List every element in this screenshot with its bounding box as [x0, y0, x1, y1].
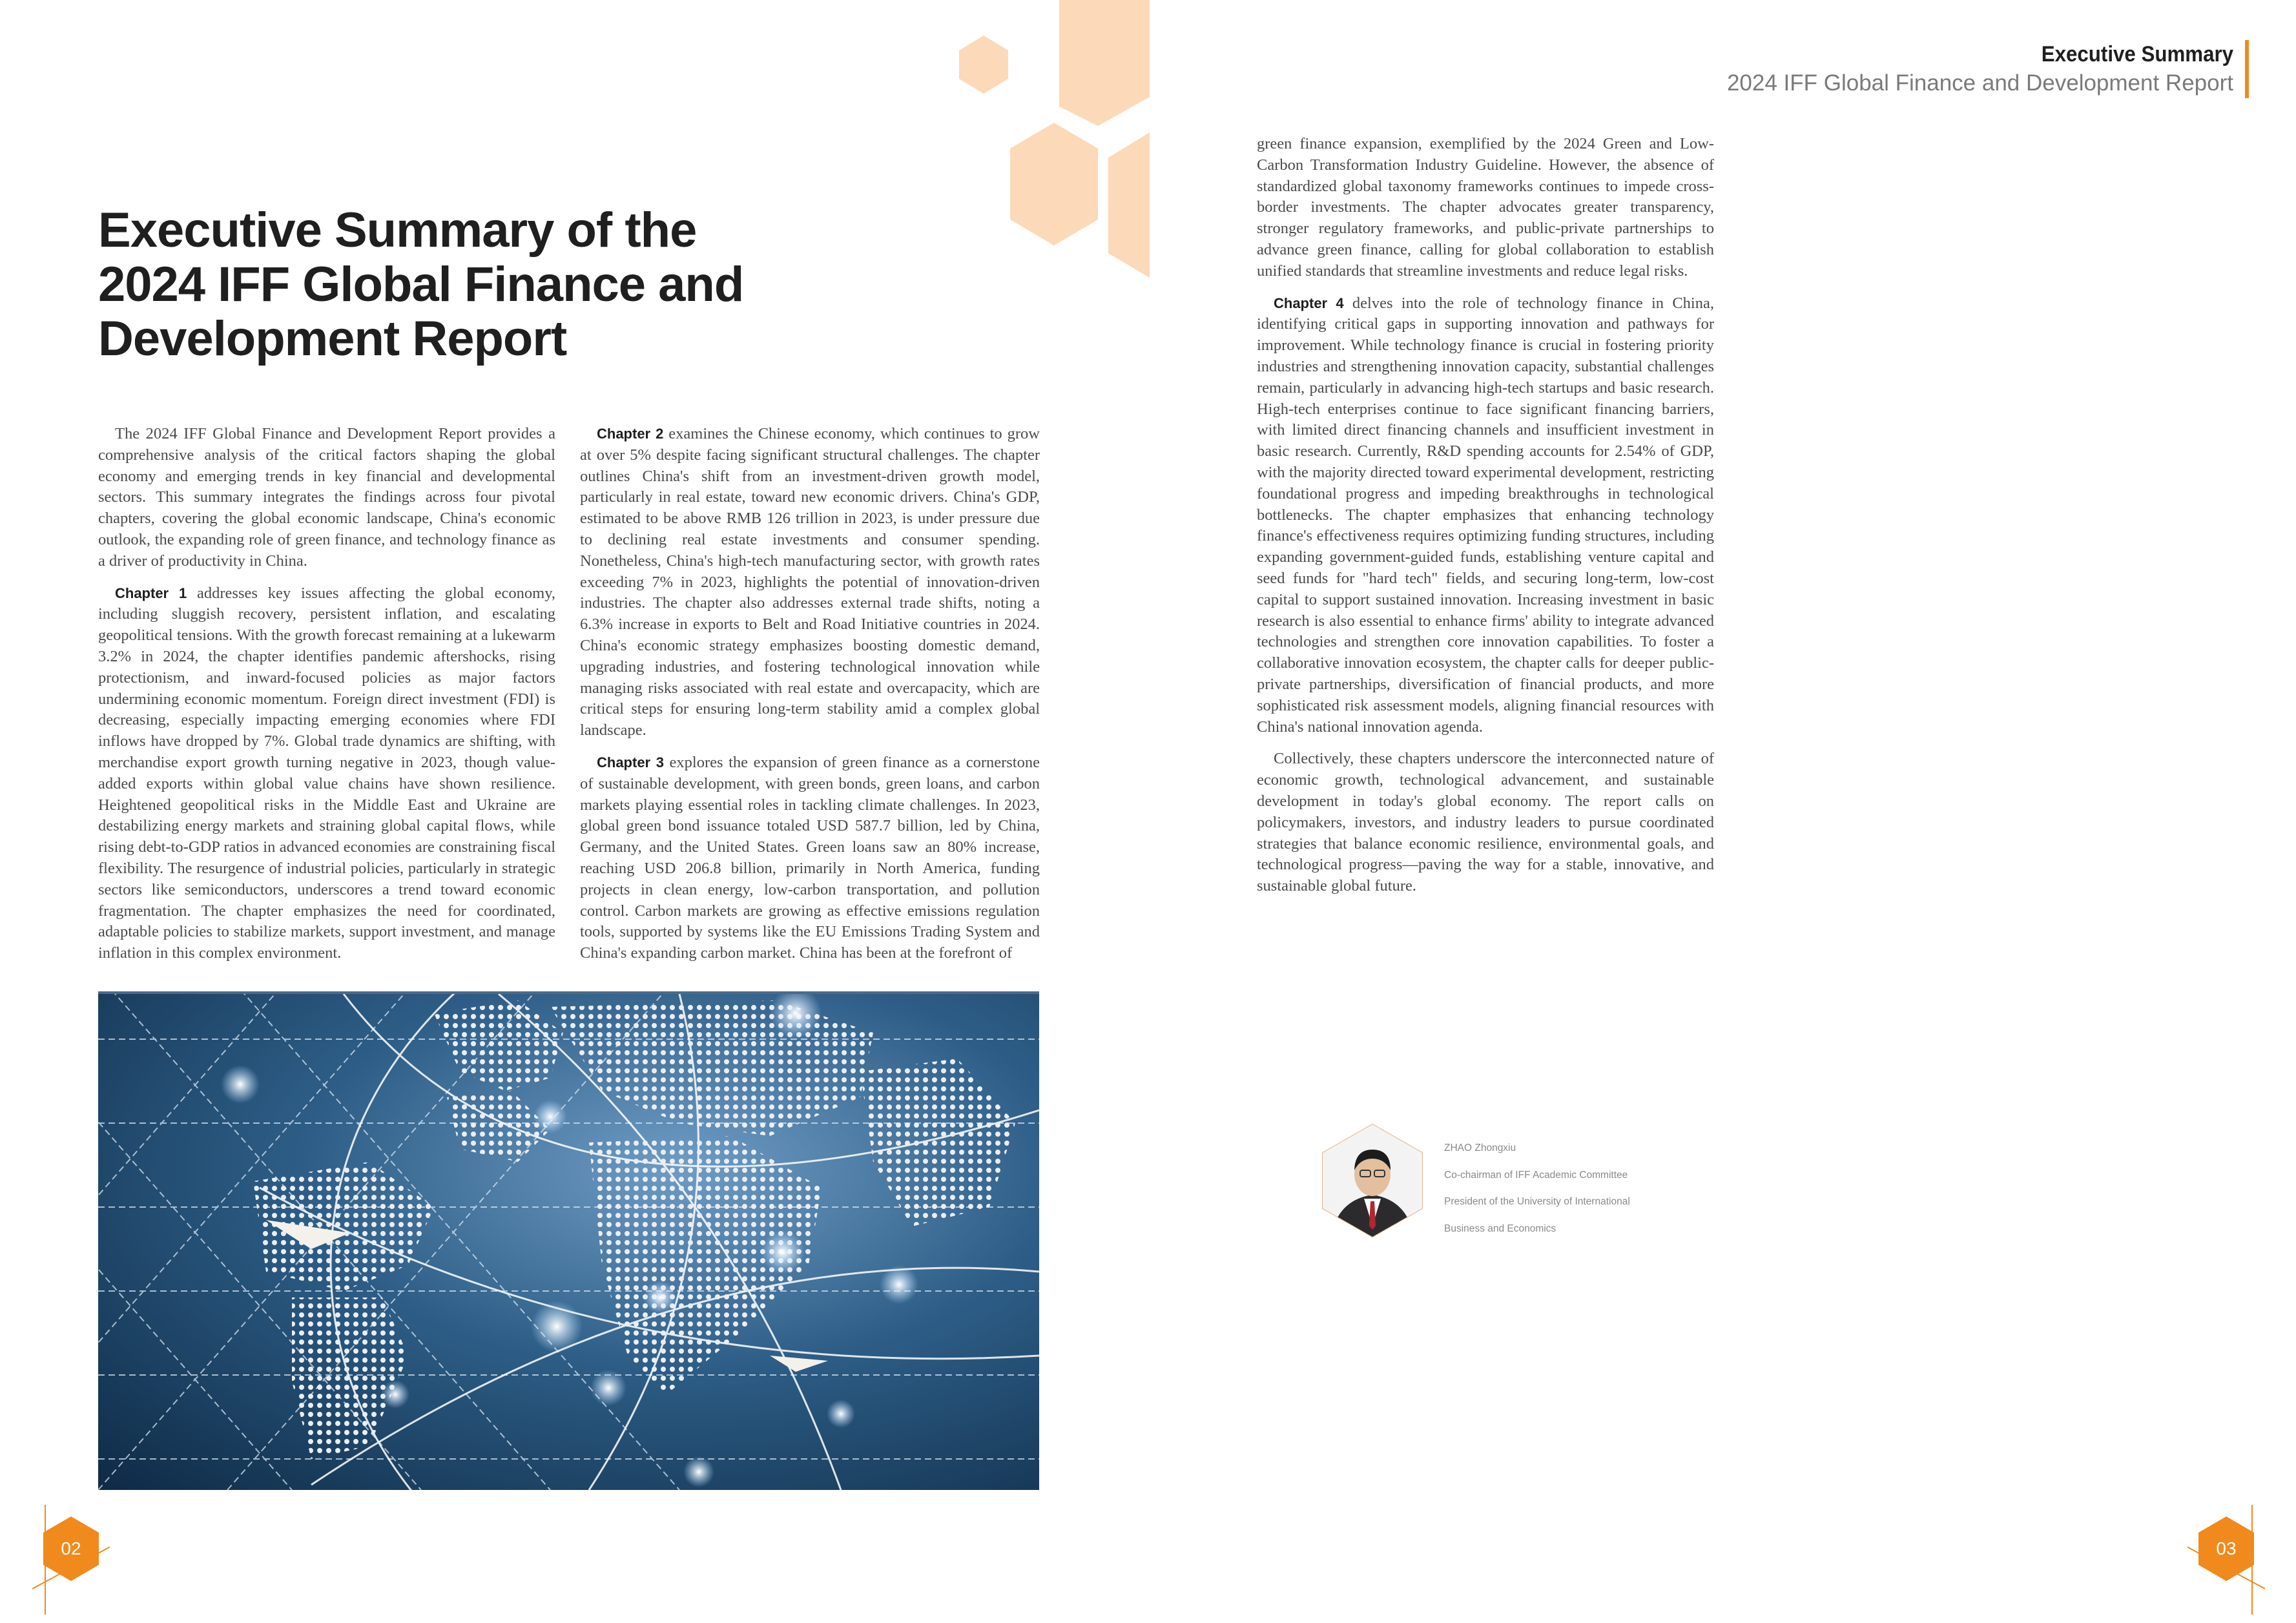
- profile-caption: [1444, 1135, 1630, 1242]
- globe-illustration: [98, 994, 1039, 1490]
- chapter-3-label: Chapter 3: [597, 754, 664, 770]
- profile-role-line: Co-chairman of IFF Academic Committee: [1444, 1169, 1628, 1181]
- decorative-hexagons: [885, 0, 1169, 284]
- page-number-text: 02: [61, 1538, 81, 1558]
- text-column-2: [580, 424, 1040, 975]
- chapter-4-text: delves into the role of technology finance in China, identifying critical gaps in supporting innovation and pathways for improvement. While technology finance is crucial in fostering priority industries and strengthening innovation capacity, substantial challenges remain, particularly in advancing high-tech startups and basic research. High-tech enterprises continue to face significant financing barriers, with limited direct financing channels and insufficient investment in basic research. Currently, R&D spending accounts for 2.54% of GDP, with the majority directed toward experimental development, restricting foundational progress and impeding breakthroughs in technological bottlenecks. The chapter emphasizes that enhancing technology finance's effectiveness requires optimizing funding structures, including expanding government-guided funds, establishing venture capital and seed funds for "hard tech" fields, and securing long-term, low-cost capital to support sustained innovation. Increasing investment in basic research is also essential to enhance firms' ability to integrate advanced technologies and strengthen core innovation capabilities. To foster a collaborative innovation ecosystem, the chapter calls for deeper public-private partnerships, diversification of financial products, and more sophisticated risk assessment models, aligning financial resources with China's national innovation agenda.: [1257, 294, 1714, 736]
- chapter-4-label: Chapter 4: [1274, 295, 1344, 311]
- continuation-paragraph: green finance expansion, exemplified by the 2024 Green and Low-Carbon Transformation Industry Guideline. However, the absence of standardized global taxonomy frameworks continues to impede cross-border investments. The chapter advocates greater transparency, stronger regulatory frameworks, and public-private partnerships to advance green finance, calling for global collaboration to establish unified standards that streamline investments and reduce legal risks.: [1257, 135, 1714, 280]
- intro-paragraph: The 2024 IFF Global Finance and Development Report provides a comprehensive analysis of the critical factors shaping the global economy and emerging trends in key financial and developmental sectors. This summary integrates the findings across four pivotal chapters, covering the global economic landscape, China's economic outlook, the expanding role of green finance, and technology finance as a driver of productivity in China.: [98, 425, 555, 570]
- page-title: [98, 203, 809, 366]
- hexagon-right: [1108, 132, 1150, 278]
- conclusion-paragraph: Collectively, these chapters underscore the interconnected nature of economic growth, technological advancement, and sustainable development in today's global economy. The report calls on policymakers, investors, and industry leaders to pursue coordinated strategies that balance economic resilience, environmental goals, and technological progress—paving the way for a stable, innovative, and sustainable global future.: [1257, 750, 1714, 895]
- globe-network-image: [98, 991, 1039, 1490]
- chapter-1-text: addresses key issues affecting the global economy, including sluggish recovery, persistent inflation, and escalating geopolitical tensions. With the growth forecast remaining at a lukewarm 3.2% in 2024, the chapter identifies pandemic aftershocks, rising protectionism, and inward-focused policies as major factors undermining economic momentum. Foreign direct investment (FDI) is decreasing, especially impacting emerging economies where FDI inflows have dropped by 7%. Global trade dynamics are shifting, with merchandise export growth turning negative in 2023, though value-added exports within global value chains have shown resilience. Heightened geopolitical risks in the Middle East and Ukraine are destabilizing energy markets and straining global capital flows, while rising debt-to-GDP ratios in advanced economies are constraining fiscal flexibility. The resurgence of industrial policies, particularly in strategic sectors like semiconductors, underscores a trend toward economic fragmentation. The chapter emphasizes the need for coordinated, adaptable policies to stabilize markets, support investment, and manage inflation in this complex environment.: [98, 584, 555, 962]
- chapter-1-paragraph: [98, 583, 555, 964]
- hexagon-middle: [1010, 123, 1098, 245]
- hexagon-badge-icon: [32, 1505, 110, 1615]
- page-number-left: [32, 1505, 110, 1589]
- chapter-2-text: examines the Chinese economy, which continues to grow at over 5% despite facing significant structural challenges. The chapter outlines China's shift from an investment-driven growth model, particularly in real estate, toward new economic drivers. China's GDP, estimated to be above RMB 126 trillion in 2023, is under pressure due to declining real estate investments and consumer spending. Nonetheless, China's high-tech manufacturing sector, with growth rates exceeding 7% in 2023, highlights the potential of innovation-driven industries. The chapter also addresses external trade shifts, noting a 6.3% increase in exports to Belt and Road Initiative countries in 2024. China's economic strategy emphasizes boosting domestic demand, upgrading industries, and fostering technological innovation while managing risks associated with real estate and overcapacity, which are critical steps for ensuring long-term stability amid a complex global landscape.: [580, 425, 1040, 739]
- profile-role-line: President of the University of International: [1444, 1196, 1630, 1207]
- chapter-3-paragraph: [580, 752, 1040, 964]
- title-line: Development Report: [98, 311, 567, 366]
- page-number-right: [2187, 1505, 2265, 1589]
- chapter-2-paragraph: [580, 424, 1040, 741]
- profile-role-line: Business and Economics: [1444, 1223, 1557, 1234]
- page-number-text: 03: [2216, 1538, 2237, 1558]
- hexagon-badge-icon: [2187, 1505, 2265, 1615]
- title-line: Executive Summary of the: [98, 203, 697, 258]
- running-header-title: Executive Summary: [2041, 42, 2233, 67]
- hexagon-small: [959, 36, 1008, 94]
- title-line: 2024 IFF Global Finance and: [98, 257, 744, 312]
- portrait-avatar: [1318, 1122, 1427, 1239]
- chapter-3-text: explores the expansion of green finance as a cornerstone of sustainable development, with green bonds, green loans, and carbon markets playing essential roles in tackling climate challenges. In 2023, global green bond issuance totaled USD 587.7 billion, led by China, Germany, and the United States. Green loans saw an 80% increase, reaching USD 206.8 billion, primarily in North America, funding projects in clean energy, low-carbon transportation, and pollution control. Carbon markets are growing as effective emissions regulation tools, supported by systems like the EU Emissions Trading System and China's expanding carbon market. China has been at the forefront of: [580, 753, 1040, 962]
- chapter-2-label: Chapter 2: [597, 426, 664, 442]
- profile-name: ZHAO Zhongxiu: [1444, 1142, 1516, 1153]
- chapter-1-label: Chapter 1: [115, 584, 187, 601]
- hexagon-top: [1059, 0, 1150, 126]
- text-column-1: [98, 424, 555, 975]
- running-header: [1727, 40, 2249, 98]
- running-header-subtitle: 2024 IFF Global Finance and Development Report: [1726, 70, 2233, 96]
- chapter-4-paragraph: [1257, 293, 1714, 738]
- text-column-3: [1257, 134, 1714, 908]
